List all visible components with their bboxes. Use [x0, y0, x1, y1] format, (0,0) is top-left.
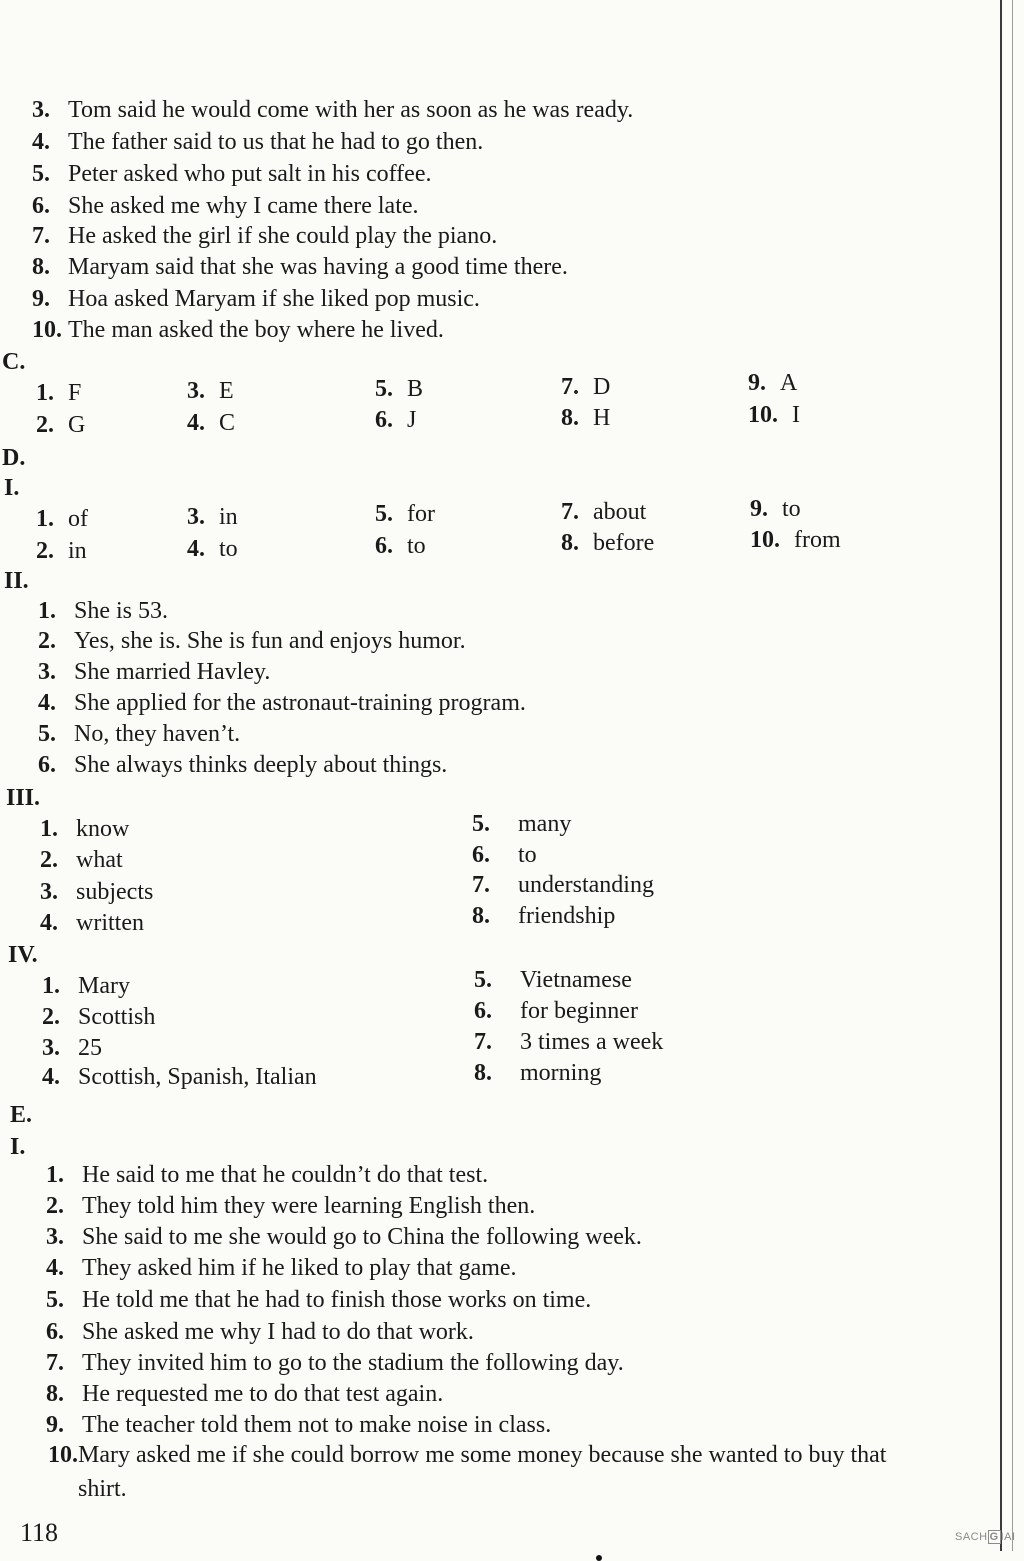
answer-line: 9. The teacher told them not to make noise in class. — [46, 1412, 552, 1438]
answer-line: 1. know — [40, 816, 130, 842]
answer-line: 3. subjects — [40, 879, 154, 905]
section-heading-c: C. — [2, 349, 26, 375]
grid-answer: 3. in — [187, 504, 238, 530]
answer-line: 4. The father said to us that he had to go then. — [32, 129, 484, 155]
answer-line: 7. understanding — [472, 872, 654, 898]
answer-line: 8. friendship — [472, 903, 616, 929]
answer-line: 8. He requested me to do that test again. — [46, 1381, 444, 1407]
grid-answer: 5. for — [375, 501, 435, 527]
grid-answer: 2. in — [36, 538, 87, 564]
answer-line: 7. 3 times a week — [474, 1029, 664, 1055]
grid-answer: 6. to — [375, 533, 426, 559]
answer-line: 5. Peter asked who put salt in his coffee. — [32, 161, 432, 187]
answer-line: 2. They told him they were learning English then. — [46, 1193, 536, 1219]
answer-line: 10. The man asked the boy where he lived. — [32, 317, 444, 343]
grid-answer: 1. F — [36, 380, 82, 406]
answer-line: 5. many — [472, 811, 572, 837]
grid-answer: 9. A — [748, 370, 798, 396]
grid-answer: 4. C — [187, 410, 236, 436]
subsection-heading-d-ii: II. — [4, 568, 29, 594]
answer-line: 7. He asked the girl if she could play the piano. — [32, 223, 498, 249]
answer-line: 4. Scottish, Spanish, Italian — [42, 1064, 317, 1090]
subsection-heading-e-i: I. — [10, 1134, 26, 1160]
grid-answer: 10. I — [748, 402, 800, 428]
print-speck — [596, 1555, 602, 1561]
answer-line: 6. to — [472, 842, 537, 868]
grid-answer: 9. to — [750, 496, 801, 522]
answer-line: 5. Vietnamese — [474, 967, 632, 993]
answer-line: 8. Maryam said that she was having a good time there. — [32, 254, 568, 280]
page-edge-rule-secondary — [1012, 0, 1013, 1551]
section-heading-e: E. — [10, 1102, 33, 1128]
grid-answer: 7. D — [561, 374, 611, 400]
grid-answer: 8. before — [561, 530, 655, 556]
grid-answer: 10. from — [750, 527, 841, 553]
page-edge-rule — [1000, 0, 1002, 1551]
answer-line-wrapped: 10.Mary asked me if she could borrow me some money because she wanted to buy that shirt. — [48, 1442, 887, 1502]
answer-line: 2. Scottish — [42, 1004, 156, 1030]
subsection-heading-d-iii: III. — [6, 785, 41, 811]
grid-answer: 8. H — [561, 405, 611, 431]
grid-answer: 6. J — [375, 407, 417, 433]
answer-line: 3. She said to me she would go to China the following week. — [46, 1224, 642, 1250]
grid-answer: 3. E — [187, 378, 234, 404]
grid-answer: 2. G — [36, 412, 86, 438]
answer-line: 7. They invited him to go to the stadium the following day. — [46, 1350, 624, 1376]
answer-line: 1. He said to me that he couldn’t do that test. — [46, 1162, 489, 1188]
answer-line: 4. written — [40, 910, 144, 936]
grid-answer: 4. to — [187, 536, 238, 562]
answer-line: 8. morning — [474, 1060, 602, 1086]
answer-line: 6. She always thinks deeply about things. — [38, 752, 448, 778]
answer-line: 1. Mary — [42, 973, 130, 999]
answer-line: 5. No, they haven’t. — [38, 721, 241, 747]
answer-line: 3. Tom said he would come with her as soon as he was ready. — [32, 97, 634, 123]
answer-line: 4. They asked him if he liked to play that game. — [46, 1255, 517, 1281]
answer-line: 5. He told me that he had to finish those works on time. — [46, 1287, 592, 1313]
subsection-heading-d-iv: IV. — [8, 942, 38, 968]
site-watermark: SACH G IAI — [955, 1531, 1016, 1543]
answer-line: 1. She is 53. — [38, 598, 169, 624]
grid-answer: 5. B — [375, 376, 424, 402]
answer-line: 4. She applied for the astronaut-training program. — [38, 690, 526, 716]
grid-answer: 1. of — [36, 506, 88, 532]
answer-line: 2. Yes, she is. She is fun and enjoys humor. — [38, 628, 466, 654]
page-number: 118 — [20, 1518, 59, 1547]
answer-line: 6. for beginner — [474, 998, 638, 1024]
answer-line: 3. She married Havley. — [38, 659, 271, 685]
answer-line: 9. Hoa asked Maryam if she liked pop music. — [32, 286, 480, 312]
answer-line: 6. She asked me why I had to do that work. — [46, 1319, 474, 1345]
subsection-heading-d-i: I. — [4, 475, 20, 501]
answer-line: 2. what — [40, 847, 123, 873]
answer-line: 6. She asked me why I came there late. — [32, 193, 419, 219]
grid-answer: 7. about — [561, 499, 647, 525]
section-heading-d: D. — [2, 445, 26, 471]
answer-line: 3. 25 — [42, 1035, 102, 1061]
